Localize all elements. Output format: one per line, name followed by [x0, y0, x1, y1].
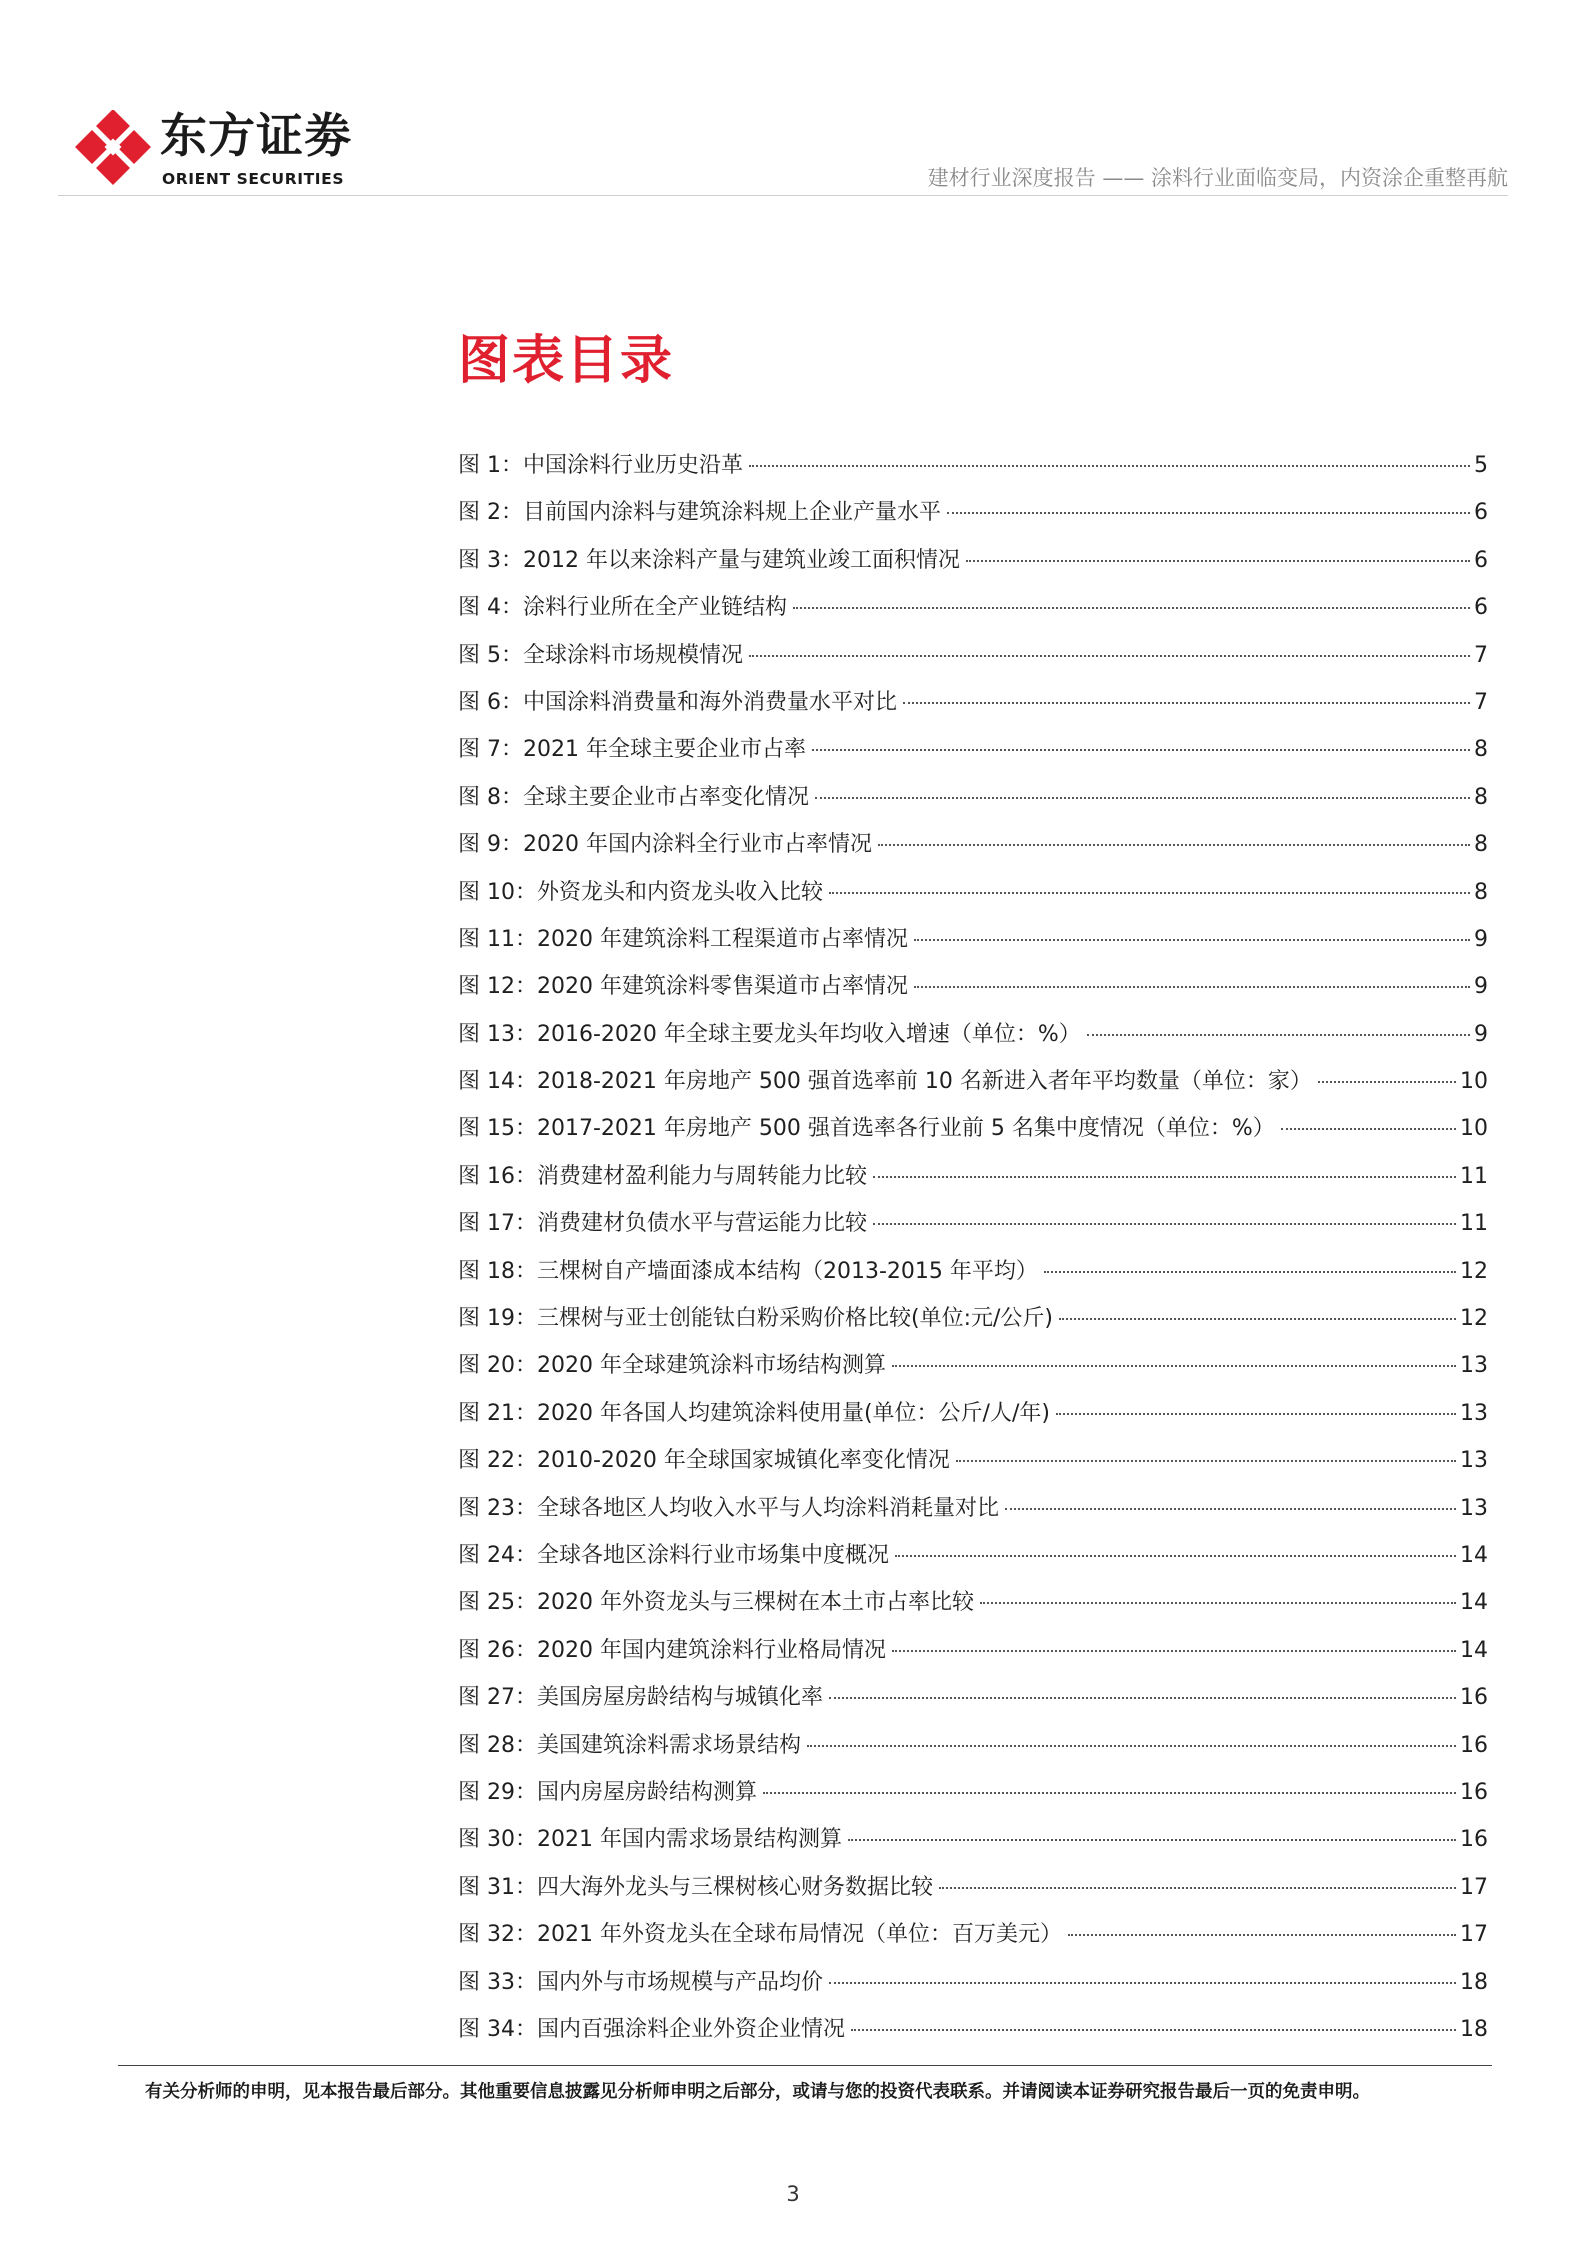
toc-entry-label[interactable]: 图 18：三棵树自产墙面漆成本结构（2013-2015 年平均）	[458, 1258, 1038, 1284]
toc-entry[interactable]	[458, 495, 1488, 542]
toc-entry-label[interactable]: 图 2：目前国内涂料与建筑涂料规上企业产量水平	[458, 500, 941, 526]
toc-entry-label[interactable]: 图 19：三棵树与亚士创能钛白粉采购价格比较(单位:元/公斤)	[458, 1306, 1053, 1332]
toc-dot-leader	[763, 1792, 1456, 1794]
toc-entry-page[interactable]: 13	[1460, 1400, 1488, 1426]
toc-dot-leader	[1005, 1508, 1456, 1510]
toc-dot-leader	[829, 1697, 1456, 1699]
toc-entry-page[interactable]: 9	[1474, 974, 1488, 1000]
toc-list	[458, 448, 1488, 2059]
footer-divider	[118, 2065, 1492, 2066]
toc-entry-label[interactable]: 图 1：中国涂料行业历史沿革	[458, 453, 743, 478]
toc-dot-leader	[873, 1223, 1456, 1225]
toc-entry[interactable]	[458, 1870, 1488, 1917]
toc-entry[interactable]	[458, 969, 1488, 1016]
toc-dot-leader	[1281, 1128, 1456, 1130]
toc-entry[interactable]	[458, 1775, 1488, 1822]
toc-entry-label[interactable]: 图 6：中国涂料消费量和海外消费量水平对比	[458, 689, 897, 715]
toc-dot-leader	[815, 797, 1470, 799]
toc-entry-label[interactable]: 图 26：2020 年国内建筑涂料行业格局情况	[458, 1637, 886, 1663]
toc-entry-page[interactable]: 13	[1460, 1495, 1488, 1521]
toc-entry-page[interactable]: 10	[1460, 1069, 1488, 1095]
toc-entry[interactable]	[458, 1301, 1488, 1348]
toc-entry[interactable]	[458, 1917, 1488, 1964]
toc-entry-label[interactable]: 图 22：2010-2020 年全球国家城镇化率变化情况	[458, 1448, 950, 1474]
toc-entry[interactable]	[458, 1538, 1488, 1585]
toc-entry[interactable]	[458, 590, 1488, 637]
toc-dot-leader	[1059, 1318, 1456, 1320]
toc-entry[interactable]	[458, 543, 1488, 590]
toc-entry[interactable]	[458, 1348, 1488, 1395]
toc-dot-leader	[892, 1650, 1456, 1652]
toc-entry-label[interactable]: 图 31：四大海外龙头与三棵树核心财务数据比较	[458, 1874, 933, 1900]
toc-entry[interactable]	[458, 448, 1488, 495]
toc-entry-page[interactable]: 5	[1474, 453, 1488, 478]
toc-dot-leader	[1318, 1081, 1456, 1083]
toc-entry-page[interactable]: 16	[1460, 1685, 1488, 1711]
toc-entry-label[interactable]: 图 5：全球涂料市场规模情况	[458, 642, 743, 668]
toc-entry-page[interactable]: 6	[1474, 500, 1488, 526]
toc-entry[interactable]	[458, 1254, 1488, 1301]
toc-entry-label[interactable]: 图 9：2020 年国内涂料全行业市占率情况	[458, 832, 872, 858]
toc-entry-page[interactable]: 18	[1460, 2016, 1488, 2042]
brand-name-en: ORIENT SECURITIES	[162, 170, 345, 188]
toc-entry-page[interactable]: 17	[1460, 1874, 1488, 1900]
toc-entry-page[interactable]: 16	[1460, 1732, 1488, 1758]
toc-entry-label[interactable]: 图 27：美国房屋房龄结构与城镇化率	[458, 1685, 823, 1711]
toc-entry-label[interactable]: 图 15：2017-2021 年房地产 500 强首选率各行业前 5 名集中度情况（单位：%）	[458, 1116, 1275, 1142]
toc-entry-label[interactable]: 图 7：2021 年全球主要企业市占率	[458, 737, 806, 763]
toc-entry-label[interactable]: 图 29：国内房屋房龄结构测算	[458, 1779, 757, 1805]
toc-dot-leader	[956, 1460, 1456, 1462]
toc-dot-leader	[914, 986, 1470, 988]
toc-dot-leader	[848, 1839, 1456, 1841]
toc-dot-leader	[829, 892, 1470, 894]
toc-dot-leader	[878, 844, 1470, 846]
toc-dot-leader	[829, 1982, 1456, 1984]
header-divider	[58, 195, 1508, 196]
toc-entry-label[interactable]: 图 4：涂料行业所在全产业链结构	[458, 595, 787, 621]
toc-entry-page[interactable]: 14	[1460, 1590, 1488, 1616]
toc-entry-label[interactable]: 图 34：国内百强涂料企业外资企业情况	[458, 2016, 845, 2042]
toc-entry-label[interactable]: 图 16：消费建材盈利能力与周转能力比较	[458, 1163, 867, 1189]
page-number: 3	[786, 2182, 800, 2206]
toc-entry-page[interactable]: 9	[1474, 926, 1488, 952]
orient-securities-logo-icon	[74, 110, 154, 190]
toc-entry[interactable]	[458, 1206, 1488, 1253]
toc-entry[interactable]	[458, 922, 1488, 969]
toc-entry[interactable]	[458, 1633, 1488, 1680]
toc-entry-page[interactable]: 8	[1474, 784, 1488, 810]
toc-entry[interactable]	[458, 685, 1488, 732]
toc-entry[interactable]	[458, 875, 1488, 922]
toc-dot-leader	[939, 1887, 1456, 1889]
footer-disclaimer: 有关分析师的申明，见本报告最后部分。其他重要信息披露见分析师申明之后部分，或请与您的投资代表联系。并请阅读本证券研究报告最后一页的免责申明。	[145, 2082, 1370, 2102]
toc-dot-leader	[892, 1365, 1456, 1367]
toc-dot-leader	[749, 465, 1470, 467]
toc-entry[interactable]	[458, 638, 1488, 685]
toc-entry-label[interactable]: 图 28：美国建筑涂料需求场景结构	[458, 1732, 801, 1758]
toc-entry[interactable]	[458, 1064, 1488, 1111]
toc-dot-leader	[812, 749, 1470, 751]
toc-dot-leader	[793, 607, 1470, 609]
toc-entry[interactable]	[458, 2012, 1488, 2059]
toc-entry-label[interactable]: 图 25：2020 年外资龙头与三棵树在本土市占率比较	[458, 1590, 974, 1616]
toc-dot-leader	[903, 702, 1470, 704]
toc-entry[interactable]	[458, 780, 1488, 827]
toc-entry-label[interactable]: 图 12：2020 年建筑涂料零售渠道市占率情况	[458, 974, 908, 1000]
toc-entry-page[interactable]: 12	[1460, 1258, 1488, 1284]
toc-entry[interactable]	[458, 1728, 1488, 1775]
toc-entry-label[interactable]: 图 3：2012 年以来涂料产量与建筑业竣工面积情况	[458, 547, 960, 573]
toc-dot-leader	[966, 560, 1470, 562]
toc-entry-page[interactable]: 13	[1460, 1353, 1488, 1379]
toc-entry-page[interactable]: 6	[1474, 547, 1488, 573]
toc-entry-page[interactable]: 14	[1460, 1542, 1488, 1568]
toc-dot-leader	[980, 1602, 1456, 1604]
toc-entry[interactable]	[458, 1491, 1488, 1538]
toc-entry-label[interactable]: 图 23：全球各地区人均收入水平与人均涂料消耗量对比	[458, 1495, 999, 1521]
toc-dot-leader	[851, 2029, 1456, 2031]
toc-entry-label[interactable]: 图 20：2020 年全球建筑涂料市场结构测算	[458, 1353, 886, 1379]
toc-dot-leader	[914, 939, 1470, 941]
toc-entry[interactable]	[458, 732, 1488, 779]
toc-entry-page[interactable]: 8	[1474, 832, 1488, 858]
toc-entry-label[interactable]: 图 11：2020 年建筑涂料工程渠道市占率情况	[458, 926, 908, 952]
toc-entry-label[interactable]: 图 24：全球各地区涂料行业市场集中度概况	[458, 1542, 889, 1568]
toc-entry[interactable]	[458, 827, 1488, 874]
toc-dot-leader	[947, 512, 1470, 514]
page-header	[58, 80, 1508, 200]
toc-entry-page[interactable]: 7	[1474, 689, 1488, 715]
toc-entry-page[interactable]: 8	[1474, 737, 1488, 763]
toc-entry-page[interactable]: 16	[1460, 1779, 1488, 1805]
toc-dot-leader	[1056, 1413, 1456, 1415]
toc-entry-label[interactable]: 图 32：2021 年外资龙头在全球布局情况（单位：百万美元）	[458, 1922, 1062, 1948]
toc-entry-page[interactable]: 12	[1460, 1306, 1488, 1332]
toc-entry[interactable]	[458, 1396, 1488, 1443]
toc-entry-label[interactable]: 图 14：2018-2021 年房地产 500 强首选率前 10 名新进入者年平均数量（单位：家）	[458, 1069, 1312, 1095]
toc-dot-leader	[1044, 1271, 1456, 1273]
report-title: 建材行业深度报告 —— 涂料行业面临变局，内资涂企重整再航	[927, 166, 1508, 190]
toc-entry-label[interactable]: 图 21：2020 年各国人均建筑涂料使用量(单位：公斤/人/年)	[458, 1400, 1050, 1426]
toc-entry-page[interactable]: 17	[1460, 1922, 1488, 1948]
toc-entry-page[interactable]: 10	[1460, 1116, 1488, 1142]
toc-dot-leader	[873, 1176, 1456, 1178]
toc-dot-leader	[1068, 1934, 1456, 1936]
toc-entry-page[interactable]: 13	[1460, 1448, 1488, 1474]
toc-entry-label[interactable]: 图 33：国内外与市场规模与产品均价	[458, 1969, 823, 1995]
toc-entry-label[interactable]: 图 10：外资龙头和内资龙头收入比较	[458, 879, 823, 905]
toc-entry-page[interactable]: 14	[1460, 1637, 1488, 1663]
toc-dot-leader	[807, 1745, 1456, 1747]
toc-entry[interactable]	[458, 1443, 1488, 1490]
toc-dot-leader	[1087, 1034, 1470, 1036]
toc-entry-page[interactable]: 8	[1474, 879, 1488, 905]
toc-entry-page[interactable]: 11	[1460, 1163, 1488, 1189]
toc-entry-page[interactable]: 18	[1460, 1969, 1488, 1995]
toc-entry-page[interactable]: 9	[1474, 1021, 1488, 1047]
toc-entry-label[interactable]: 图 13：2016-2020 年全球主要龙头年均收入增速（单位：%）	[458, 1021, 1081, 1047]
toc-entry-page[interactable]: 6	[1474, 595, 1488, 621]
toc-entry[interactable]	[458, 1111, 1488, 1158]
toc-entry[interactable]	[458, 1159, 1488, 1206]
toc-entry-label[interactable]: 图 17：消费建材负债水平与营运能力比较	[458, 1211, 867, 1237]
toc-entry[interactable]	[458, 1585, 1488, 1632]
toc-entry[interactable]	[458, 1017, 1488, 1064]
toc-title: 图表目录	[458, 331, 675, 391]
brand-name-cn: 东方证劵	[160, 109, 352, 164]
toc-entry-page[interactable]: 11	[1460, 1211, 1488, 1237]
toc-dot-leader	[895, 1555, 1456, 1557]
toc-entry-label[interactable]: 图 30：2021 年国内需求场景结构测算	[458, 1827, 842, 1853]
toc-entry-page[interactable]: 7	[1474, 642, 1488, 668]
toc-entry-label[interactable]: 图 8：全球主要企业市占率变化情况	[458, 784, 809, 810]
toc-entry[interactable]	[458, 1680, 1488, 1727]
toc-entry[interactable]	[458, 1822, 1488, 1869]
toc-dot-leader	[749, 655, 1470, 657]
toc-entry-page[interactable]: 16	[1460, 1827, 1488, 1853]
toc-entry[interactable]	[458, 1965, 1488, 2012]
